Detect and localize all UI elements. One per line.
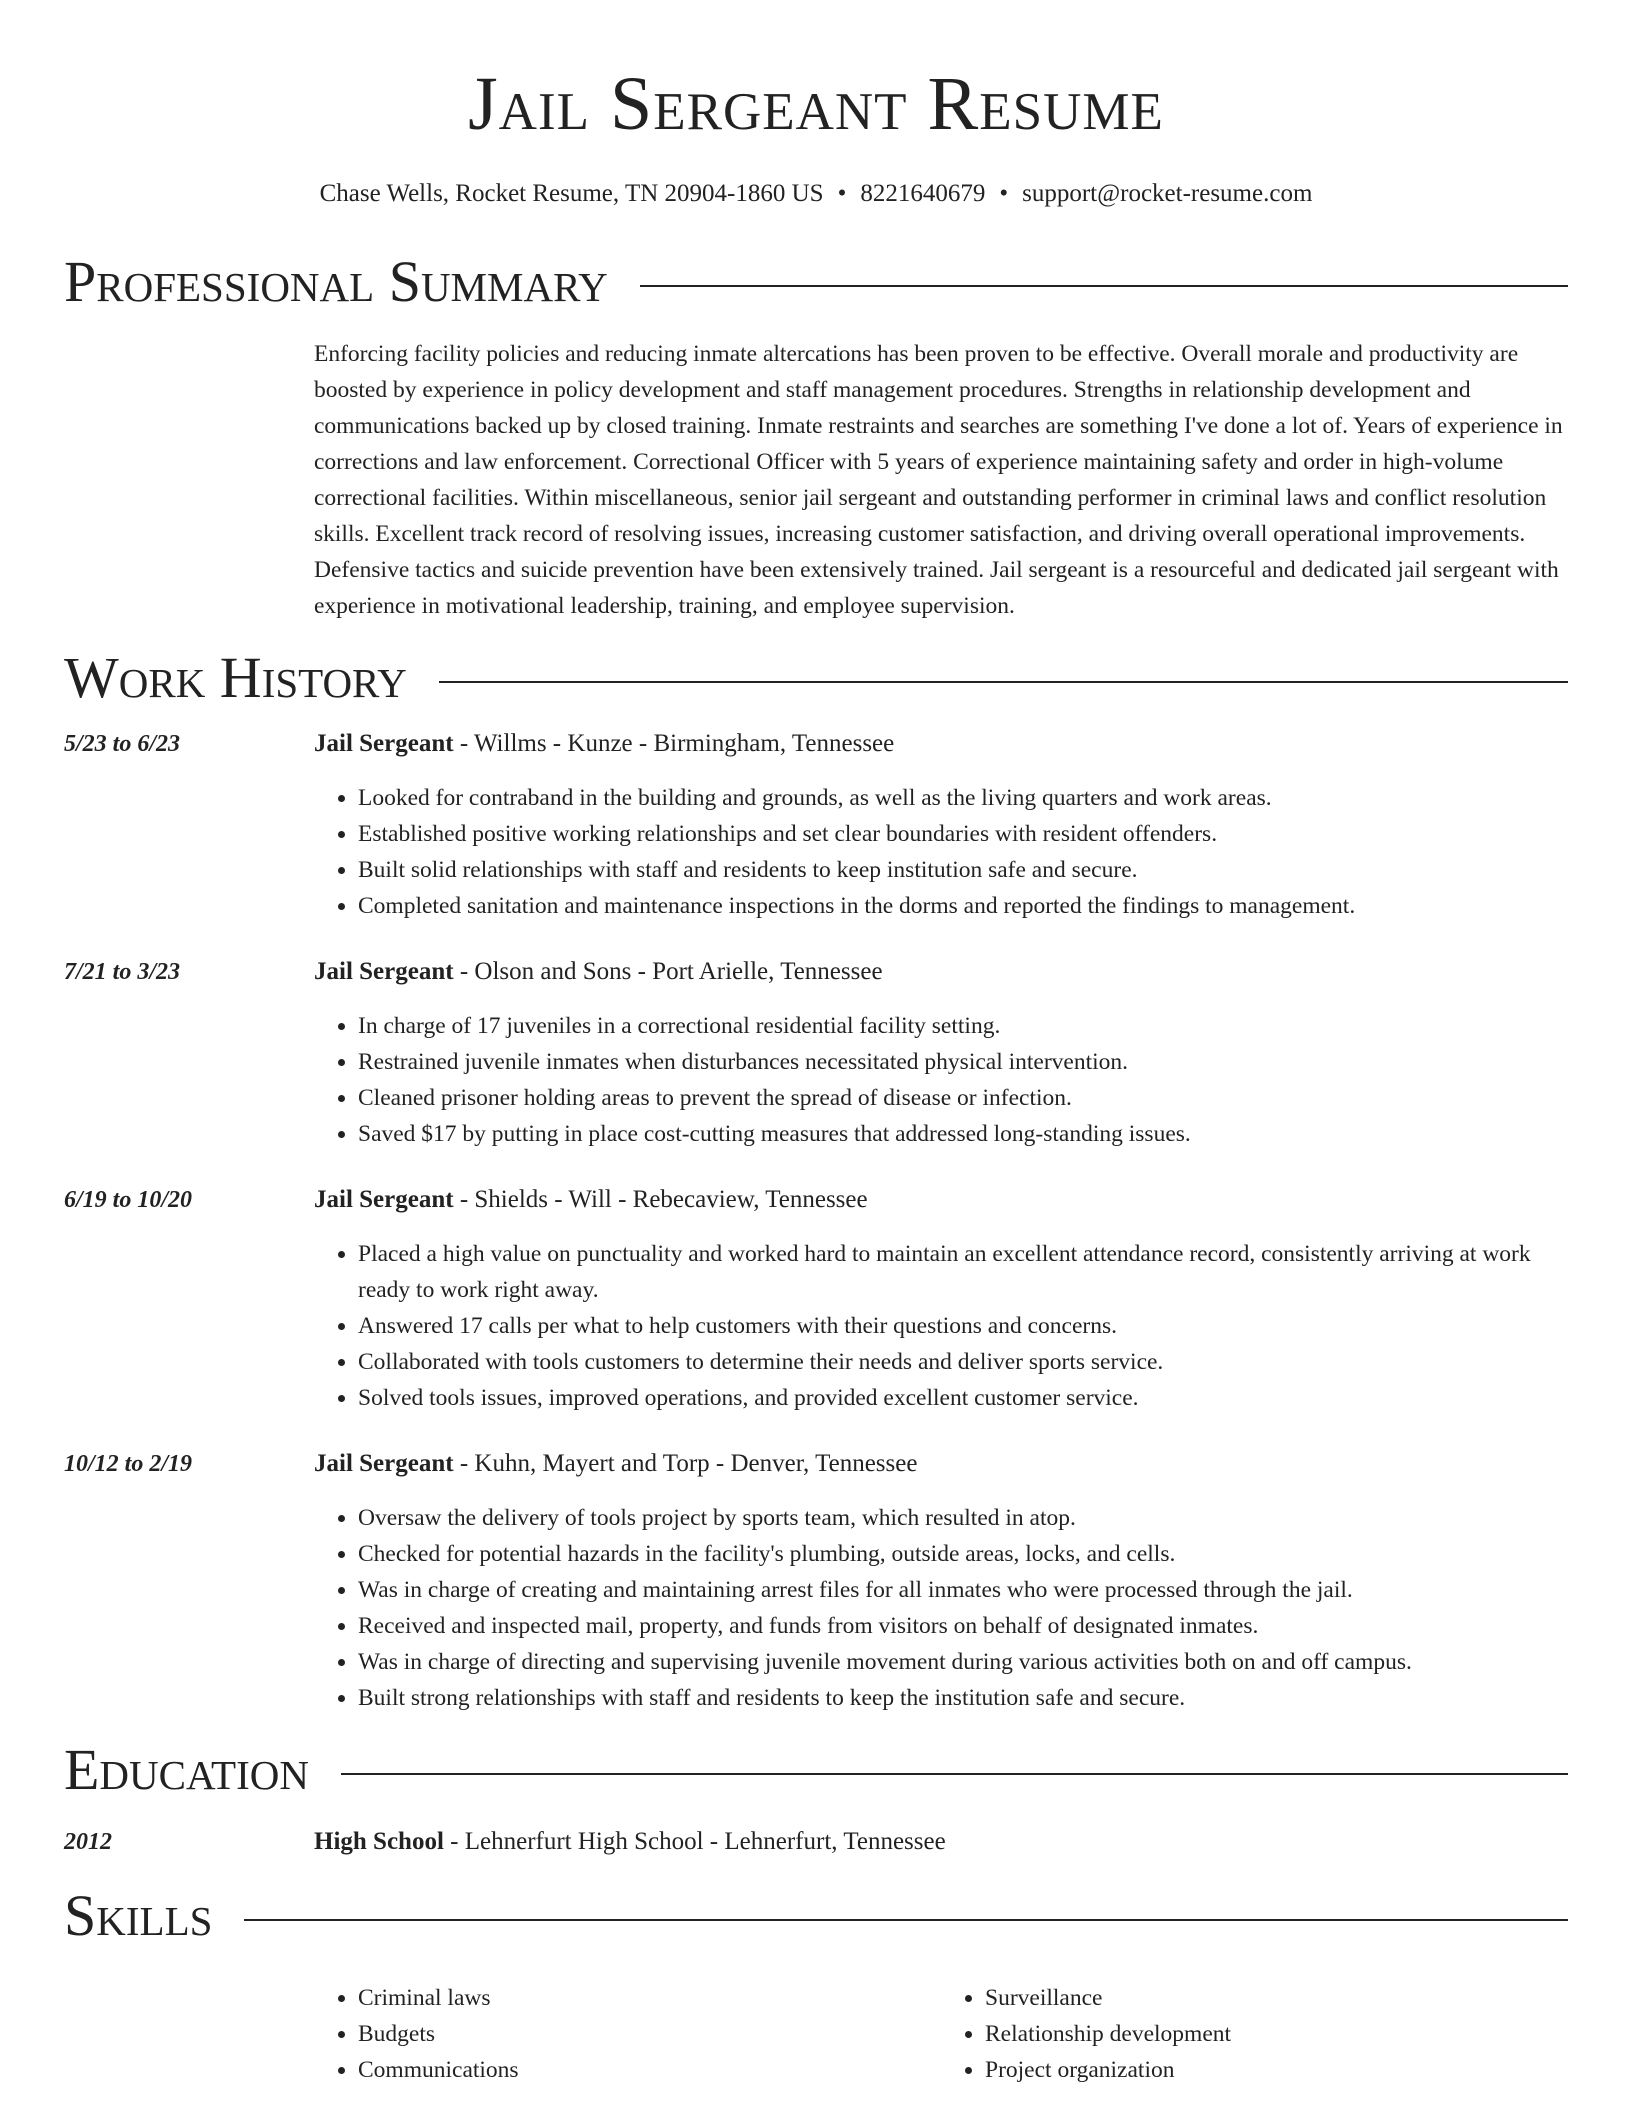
job-entry	[64, 954, 1568, 1152]
job-title: Jail Sergeant	[314, 1186, 454, 1213]
job-employer: - Kuhn, Mayert and Torp - Denver, Tennessee	[453, 1450, 918, 1477]
list-item: • Was in charge of directing and supervising juvenile movement during various activities both on and off campus.	[358, 1644, 1568, 1680]
skills-section-header	[64, 1884, 1568, 1948]
skills-heading: Skills	[64, 1883, 213, 1948]
list-item: • Answered 17 calls per what to help customers with their questions and concerns.	[358, 1308, 1568, 1344]
work-heading: Work History	[64, 645, 407, 710]
job-entry	[64, 1182, 1568, 1416]
job-dates: 10/12 to 2/19	[64, 1451, 193, 1477]
list-item: • Looked for contraband in the building and grounds, as well as the living quarters and work areas.	[358, 780, 1568, 816]
section-divider	[341, 1773, 1568, 1775]
list-item: • Collaborated with tools customers to determine their needs and deliver sports service.	[358, 1344, 1568, 1380]
job-header	[314, 954, 1568, 990]
list-item: • Completed sanitation and maintenance inspections in the dorms and reported the findings to management.	[358, 888, 1568, 924]
job-dates: 5/23 to 6/23	[64, 731, 181, 757]
list-item: • Solved tools issues, improved operations, and provided excellent customer service.	[358, 1380, 1568, 1416]
list-item: • Saved $17 by putting in place cost-cutting measures that addressed long-standing issues.	[358, 1116, 1568, 1152]
list-item: • Placed a high value on punctuality and worked hard to maintain an excellent attendance record, consistently arriving at work ready to work right away.	[358, 1236, 1568, 1308]
skill-item: • Communications	[358, 2052, 941, 2088]
education-entry	[64, 1824, 1568, 1860]
list-item: • Restrained juvenile inmates when disturbances necessitated physical intervention.	[358, 1044, 1568, 1080]
skill-item: • Budgets	[358, 2016, 941, 2052]
job-header	[314, 1182, 1568, 1218]
job-entry	[64, 1446, 1568, 1716]
skills-column-right	[941, 1980, 1568, 2088]
job-title: Jail Sergeant	[314, 730, 454, 757]
job-header	[314, 726, 1568, 762]
summary-heading: Professional Summary	[64, 249, 608, 314]
education-dates: 2012	[64, 1829, 112, 1855]
skills-column-left	[314, 1980, 941, 2088]
job-dates: 6/19 to 10/20	[64, 1187, 193, 1213]
resume-title: Jail Sergeant Resume	[468, 62, 1164, 146]
list-item: • Oversaw the delivery of tools project by sports team, which resulted in atop.	[358, 1500, 1568, 1536]
job-employer: - Shields - Will - Rebecaview, Tennessee	[453, 1186, 868, 1213]
skill-item: • Relationship development	[985, 2016, 1568, 2052]
summary-section-header	[64, 250, 1568, 314]
list-item: • Cleaned prisoner holding areas to prevent the spread of disease or infection.	[358, 1080, 1568, 1116]
skill-item: • Project organization	[985, 2052, 1568, 2088]
list-item: • Built strong relationships with staff and residents to keep the institution safe and secure.	[358, 1680, 1568, 1716]
job-employer: - Willms - Kunze - Birmingham, Tennessee	[453, 730, 895, 757]
education-degree: High School	[314, 1828, 444, 1855]
education-header	[314, 1824, 1568, 1860]
job-duties	[314, 1500, 1568, 1716]
list-item: • Built solid relationships with staff and residents to keep institution safe and secure.	[358, 852, 1568, 888]
job-dates: 7/21 to 3/23	[64, 959, 181, 985]
job-duties	[314, 780, 1568, 924]
education-school: - Lehnerfurt High School - Lehnerfurt, Tennessee	[443, 1828, 946, 1855]
section-divider	[439, 681, 1568, 683]
summary-text: Enforcing facility policies and reducing inmate altercations has been proven to be effective. Overall morale and productivity are boosted by experience in policy development and staff management procedures. Strengths in relationship development and communications backed up by closed training. Inmate restraints and searches are something I've done a lot of. Years of experience in corrections and law enforcement. Correctional Officer with 5 years of experience maintaining safety and order in high-volume correctional facilities. Within miscellaneous, senior jail sergeant and outstanding performer in criminal laws and conflict resolution skills. Excellent track record of resolving issues, increasing customer satisfaction, and driving overall operational improvements. Defensive tactics and suicide prevention have been extensively trained. Jail sergeant is a resourceful and dedicated jail sergeant with experience in motivational leadership, training, and employee supervision.	[314, 341, 1563, 619]
list-item: • Established positive working relationships and set clear boundaries with resident offenders.	[358, 816, 1568, 852]
contact-line	[64, 176, 1568, 212]
job-title: Jail Sergeant	[314, 958, 454, 985]
job-employer: - Olson and Sons - Port Arielle, Tennessee	[453, 958, 883, 985]
job-entry	[64, 726, 1568, 924]
contact-email: support@rocket-resume.com	[1022, 180, 1313, 207]
list-item: • Checked for potential hazards in the facility's plumbing, outside areas, locks, and cells.	[358, 1536, 1568, 1572]
contact-separator: •	[999, 180, 1009, 207]
contact-address: Chase Wells, Rocket Resume, TN 20904-1860 US	[319, 180, 824, 207]
list-item: • In charge of 17 juveniles in a correctional residential facility setting.	[358, 1008, 1568, 1044]
contact-separator: •	[837, 180, 847, 207]
skills-list	[314, 1980, 1568, 2088]
work-section-header	[64, 646, 1568, 710]
section-divider	[640, 285, 1568, 287]
list-item: • Received and inspected mail, property, and funds from visitors on behalf of designated inmates.	[358, 1608, 1568, 1644]
job-title: Jail Sergeant	[314, 1450, 454, 1477]
job-duties	[314, 1008, 1568, 1152]
education-heading: Education	[64, 1737, 309, 1802]
section-divider	[244, 1919, 1568, 1921]
education-section-header	[64, 1738, 1568, 1802]
job-duties	[314, 1236, 1568, 1416]
contact-phone: 8221640679	[860, 180, 986, 207]
list-item: • Was in charge of creating and maintaining arrest files for all inmates who were processed through the jail.	[358, 1572, 1568, 1608]
skill-item: • Criminal laws	[358, 1980, 941, 2016]
skill-item: • Surveillance	[985, 1980, 1568, 2016]
job-header	[314, 1446, 1568, 1482]
